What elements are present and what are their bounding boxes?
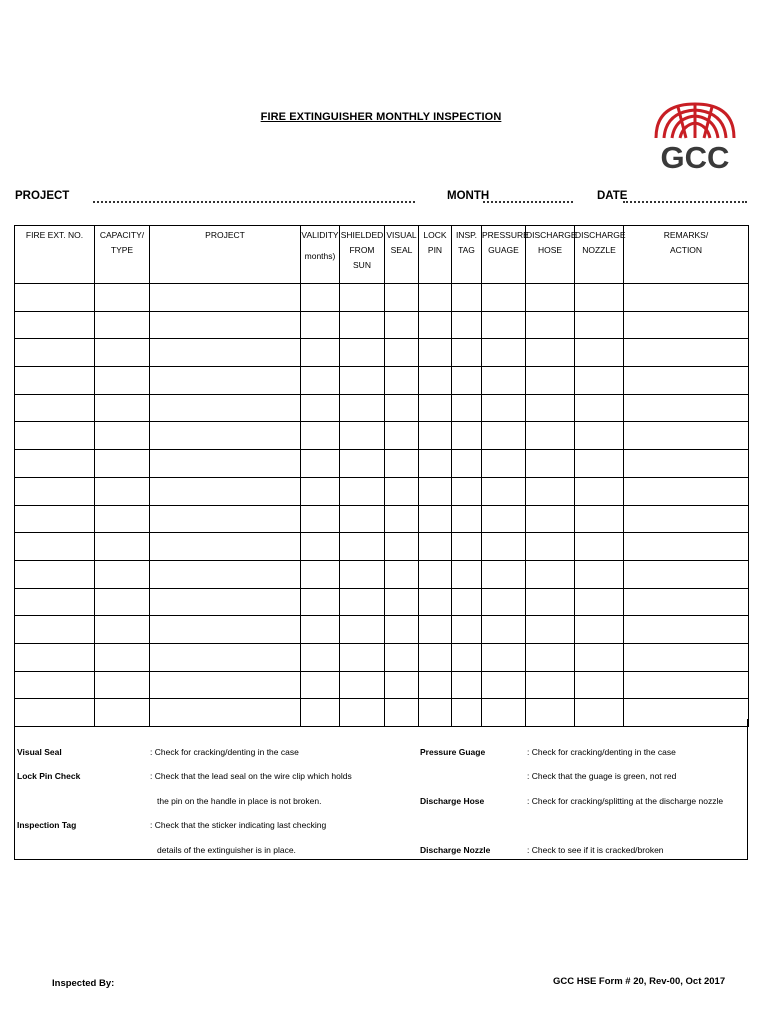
table-cell[interactable] [526, 284, 575, 312]
logo-text: GCC [660, 140, 730, 175]
table-cell[interactable] [526, 505, 575, 533]
col-header-shielded-from-sun: SHIELDED FROM SUN [340, 226, 385, 284]
table-cell[interactable] [385, 643, 419, 671]
table-cell[interactable] [624, 339, 749, 367]
table-cell[interactable] [385, 533, 419, 561]
inspection-tag-text-2: details of the extinguisher is in place. [157, 845, 296, 855]
table-cell[interactable] [526, 616, 575, 644]
table-cell[interactable] [526, 643, 575, 671]
table-cell[interactable] [452, 422, 482, 450]
table-cell[interactable] [95, 394, 150, 422]
col-header-project: PROJECT [150, 226, 301, 284]
table-cell[interactable] [482, 588, 526, 616]
table-cell[interactable] [419, 450, 452, 478]
table-cell[interactable] [150, 311, 301, 339]
table-cell[interactable] [575, 643, 624, 671]
table-cell[interactable] [15, 394, 95, 422]
table-cell[interactable] [624, 284, 749, 312]
project-field[interactable] [93, 201, 415, 203]
table-cell[interactable] [526, 367, 575, 395]
table-cell[interactable] [526, 560, 575, 588]
table-cell[interactable] [624, 643, 749, 671]
discharge-nozzle-label: Discharge Nozzle [420, 845, 491, 855]
table-row [15, 311, 749, 339]
table-cell[interactable] [482, 533, 526, 561]
table-cell[interactable] [482, 477, 526, 505]
table-cell[interactable] [15, 588, 95, 616]
table-cell[interactable] [95, 284, 150, 312]
table-cell[interactable] [419, 422, 452, 450]
table-cell[interactable] [301, 643, 340, 671]
inspection-table [14, 225, 749, 727]
table-cell[interactable] [452, 367, 482, 395]
table-cell[interactable] [419, 339, 452, 367]
table-cell[interactable] [575, 616, 624, 644]
table-cell[interactable] [419, 671, 452, 699]
table-cell[interactable] [340, 339, 385, 367]
table-cell[interactable] [385, 284, 419, 312]
table-cell[interactable] [385, 477, 419, 505]
table-cell[interactable] [624, 505, 749, 533]
form-number: GCC HSE Form # 20, Rev-00, Oct 2017 [553, 976, 726, 987]
table-cell[interactable] [15, 671, 95, 699]
table-cell[interactable] [419, 533, 452, 561]
col-header-discharge-hose: DISCHARGE HOSE [526, 226, 575, 284]
table-cell[interactable] [385, 560, 419, 588]
table-cell[interactable] [340, 284, 385, 312]
table-row [15, 477, 749, 505]
col-header-validity: VALIDITY months) [301, 226, 340, 284]
pressure-guage-label: Pressure Guage [420, 747, 486, 757]
table-cell[interactable] [150, 367, 301, 395]
table-cell[interactable] [301, 505, 340, 533]
table-cell[interactable] [15, 533, 95, 561]
table-row [15, 560, 749, 588]
table-cell[interactable] [526, 671, 575, 699]
table-body [15, 284, 749, 727]
table-cell[interactable] [482, 671, 526, 699]
table-cell[interactable] [150, 533, 301, 561]
table-cell[interactable] [452, 477, 482, 505]
table-cell[interactable] [340, 311, 385, 339]
table-cell[interactable] [150, 394, 301, 422]
discharge-hose-text: : Check for cracking/splitting at the discharge nozzle [527, 796, 724, 806]
table-cell[interactable] [575, 394, 624, 422]
table-cell[interactable] [452, 505, 482, 533]
table-cell[interactable] [340, 588, 385, 616]
lock-pin-text-1: : Check that the lead seal on the wire clip which holds [150, 771, 352, 781]
table-cell[interactable] [95, 311, 150, 339]
table-cell[interactable] [385, 367, 419, 395]
table-cell[interactable] [95, 505, 150, 533]
inspected-by-label: Inspected By: [52, 978, 115, 989]
table-cell[interactable] [15, 560, 95, 588]
inspection-tag-text-1: : Check that the sticker indicating last checking [150, 820, 327, 830]
inspection-tag-label: Inspection Tag [17, 820, 77, 830]
table-cell[interactable] [419, 588, 452, 616]
table-row [15, 284, 749, 312]
table-cell[interactable] [385, 588, 419, 616]
table-header-row [15, 226, 749, 284]
table-cell[interactable] [452, 533, 482, 561]
table-cell[interactable] [150, 671, 301, 699]
discharge-nozzle-text: : Check to see if it is cracked/broken [527, 845, 664, 855]
col-header-lock-pin: LOCK PIN [419, 226, 452, 284]
table-cell[interactable] [482, 367, 526, 395]
table-cell[interactable] [624, 311, 749, 339]
table-row [15, 422, 749, 450]
table-cell[interactable] [301, 560, 340, 588]
visual-seal-label: Visual Seal [17, 747, 62, 757]
col-header-discharge-nozzle: DISCHARGE NOZZLE [575, 226, 624, 284]
table-cell[interactable] [301, 339, 340, 367]
table-cell[interactable] [15, 311, 95, 339]
table-cell[interactable] [150, 477, 301, 505]
table-cell[interactable] [15, 616, 95, 644]
table-cell[interactable] [482, 450, 526, 478]
table-cell[interactable] [482, 422, 526, 450]
table-cell[interactable] [482, 560, 526, 588]
table-cell[interactable] [419, 560, 452, 588]
table-cell[interactable] [301, 284, 340, 312]
table-cell[interactable] [624, 450, 749, 478]
table-cell[interactable] [95, 643, 150, 671]
table-cell[interactable] [340, 560, 385, 588]
table-cell[interactable] [301, 450, 340, 478]
table-cell[interactable] [340, 533, 385, 561]
table-cell[interactable] [340, 616, 385, 644]
pressure-guage-text-1: : Check for cracking/denting in the case [527, 747, 676, 757]
col-header-capacity-type: CAPACITY/ TYPE [95, 226, 150, 284]
table-cell[interactable] [526, 394, 575, 422]
table-cell[interactable] [15, 422, 95, 450]
table-cell[interactable] [624, 394, 749, 422]
table-cell[interactable] [575, 450, 624, 478]
table-cell[interactable] [95, 588, 150, 616]
table-cell[interactable] [15, 339, 95, 367]
visual-seal-text: : Check for cracking/denting in the case [150, 747, 299, 757]
table-row [15, 367, 749, 395]
table-cell[interactable] [301, 311, 340, 339]
table-cell[interactable] [95, 477, 150, 505]
table-row [15, 339, 749, 367]
table-cell[interactable] [624, 616, 749, 644]
table-row [15, 643, 749, 671]
table-cell[interactable] [419, 367, 452, 395]
table-cell[interactable] [301, 616, 340, 644]
table-row [15, 394, 749, 422]
table-cell[interactable] [150, 560, 301, 588]
pressure-guage-text-2: : Check that the guage is green, not red [527, 771, 677, 781]
table-cell[interactable] [452, 588, 482, 616]
table-cell[interactable] [624, 588, 749, 616]
table-cell[interactable] [95, 560, 150, 588]
table-row [15, 533, 749, 561]
table-cell[interactable] [150, 450, 301, 478]
table-cell[interactable] [95, 367, 150, 395]
table-cell[interactable] [526, 422, 575, 450]
lock-pin-label: Lock Pin Check [17, 771, 81, 781]
table-cell[interactable] [301, 533, 340, 561]
table-cell[interactable] [150, 422, 301, 450]
table-cell[interactable] [575, 422, 624, 450]
table-cell[interactable] [301, 588, 340, 616]
table-cell[interactable] [624, 533, 749, 561]
col-header-fire-ext-no: FIRE EXT. NO. [15, 226, 95, 284]
table-cell[interactable] [419, 284, 452, 312]
gcc-logo [650, 98, 740, 176]
table-cell[interactable] [95, 339, 150, 367]
table-row [15, 588, 749, 616]
table-cell[interactable] [301, 477, 340, 505]
table-cell[interactable] [385, 450, 419, 478]
table-cell[interactable] [575, 533, 624, 561]
table-cell[interactable] [575, 505, 624, 533]
table-cell[interactable] [301, 422, 340, 450]
date-label: DATE [597, 190, 628, 202]
table-cell[interactable] [340, 477, 385, 505]
table-cell[interactable] [150, 643, 301, 671]
table-cell[interactable] [624, 367, 749, 395]
month-label: MONTH [447, 190, 490, 202]
table-cell[interactable] [452, 339, 482, 367]
table-cell[interactable] [575, 311, 624, 339]
table-cell[interactable] [419, 477, 452, 505]
table-cell[interactable] [526, 477, 575, 505]
table-cell[interactable] [452, 284, 482, 312]
col-header-insp-tag: INSP. TAG [452, 226, 482, 284]
table-cell[interactable] [95, 671, 150, 699]
table-cell[interactable] [95, 422, 150, 450]
discharge-hose-label: Discharge Hose [420, 796, 485, 806]
table-cell[interactable] [452, 311, 482, 339]
col-header-pressure-guage: PRESSURE GUAGE [482, 226, 526, 284]
table-cell[interactable] [340, 394, 385, 422]
table-cell[interactable] [482, 394, 526, 422]
table-cell[interactable] [95, 533, 150, 561]
table-cell[interactable] [624, 671, 749, 699]
table-cell[interactable] [482, 284, 526, 312]
table-cell[interactable] [15, 367, 95, 395]
table-cell[interactable] [150, 616, 301, 644]
lock-pin-text-2: the pin on the handle in place is not broken. [157, 796, 322, 806]
table-cell[interactable] [526, 450, 575, 478]
table-cell[interactable] [575, 588, 624, 616]
table-cell[interactable] [15, 284, 95, 312]
table-cell[interactable] [340, 505, 385, 533]
table-cell[interactable] [482, 339, 526, 367]
table-cell[interactable] [385, 505, 419, 533]
table-row [15, 671, 749, 699]
table-cell[interactable] [419, 394, 452, 422]
table-cell[interactable] [452, 560, 482, 588]
table-cell[interactable] [452, 616, 482, 644]
table-cell[interactable] [15, 505, 95, 533]
table-cell[interactable] [385, 339, 419, 367]
table-cell[interactable] [419, 311, 452, 339]
table-row [15, 450, 749, 478]
table-cell[interactable] [385, 422, 419, 450]
date-field[interactable] [623, 201, 747, 203]
table-cell[interactable] [15, 450, 95, 478]
table-cell[interactable] [340, 367, 385, 395]
month-field[interactable] [483, 201, 573, 203]
table-cell[interactable] [452, 671, 482, 699]
table-cell[interactable] [624, 560, 749, 588]
table-cell[interactable] [624, 422, 749, 450]
notes-panel [14, 719, 748, 860]
table-cell[interactable] [526, 533, 575, 561]
table-cell[interactable] [419, 505, 452, 533]
table-cell[interactable] [575, 477, 624, 505]
table-cell[interactable] [624, 477, 749, 505]
table-cell[interactable] [150, 505, 301, 533]
table-cell[interactable] [419, 643, 452, 671]
table-cell[interactable] [482, 616, 526, 644]
table-cell[interactable] [301, 394, 340, 422]
table-cell[interactable] [526, 311, 575, 339]
table-cell[interactable] [15, 643, 95, 671]
table-cell[interactable] [385, 671, 419, 699]
table-cell[interactable] [575, 367, 624, 395]
table-cell[interactable] [575, 671, 624, 699]
table-cell[interactable] [340, 671, 385, 699]
project-label: PROJECT [15, 190, 70, 202]
table-cell[interactable] [482, 505, 526, 533]
table-cell[interactable] [150, 284, 301, 312]
table-row [15, 505, 749, 533]
table-cell[interactable] [482, 311, 526, 339]
col-header-remarks-action: REMARKS/ ACTION [624, 226, 749, 284]
table-cell[interactable] [575, 560, 624, 588]
table-cell[interactable] [575, 284, 624, 312]
table-cell[interactable] [385, 616, 419, 644]
form-title: FIRE EXTINGUISHER MONTHLY INSPECTION [260, 111, 502, 123]
table-cell[interactable] [340, 643, 385, 671]
table-cell[interactable] [452, 450, 482, 478]
table-cell[interactable] [340, 450, 385, 478]
table-cell[interactable] [95, 450, 150, 478]
table-cell[interactable] [15, 477, 95, 505]
table-cell[interactable] [95, 616, 150, 644]
table-cell[interactable] [150, 588, 301, 616]
table-cell[interactable] [301, 367, 340, 395]
table-cell[interactable] [150, 339, 301, 367]
table-cell[interactable] [575, 339, 624, 367]
table-cell[interactable] [482, 643, 526, 671]
table-cell[interactable] [385, 311, 419, 339]
table-cell[interactable] [301, 671, 340, 699]
table-cell[interactable] [452, 394, 482, 422]
col-header-visual-seal: VISUAL SEAL [385, 226, 419, 284]
table-row [15, 616, 749, 644]
table-cell[interactable] [526, 588, 575, 616]
table-cell[interactable] [385, 394, 419, 422]
table-cell[interactable] [526, 339, 575, 367]
table-cell[interactable] [452, 643, 482, 671]
table-cell[interactable] [340, 422, 385, 450]
table-cell[interactable] [419, 616, 452, 644]
